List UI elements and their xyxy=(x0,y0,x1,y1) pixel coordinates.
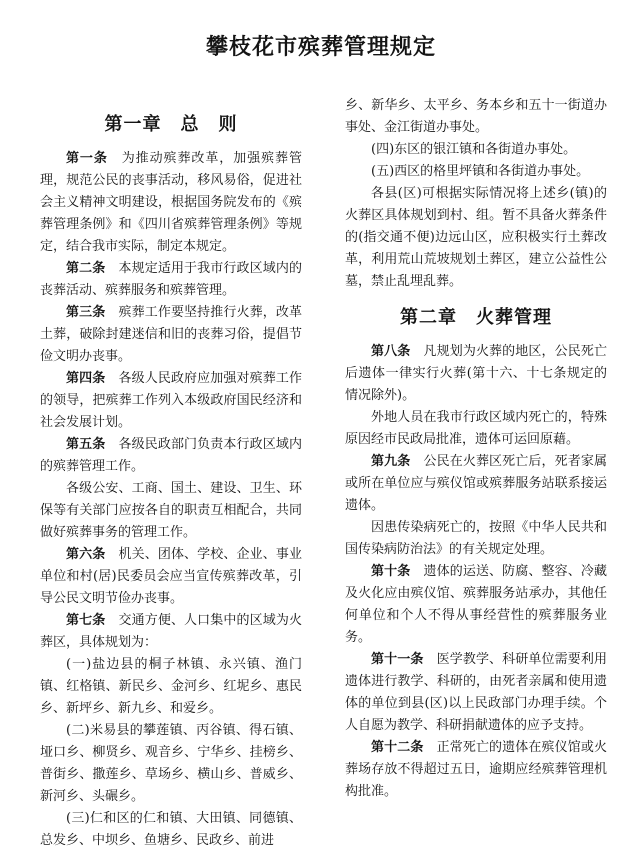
paragraph xyxy=(345,161,607,183)
article-label: 第七条 xyxy=(66,613,106,628)
paragraph-text: 为推动殡葬改革，加强殡葬管理，规范公民的丧事活动，移风易俗，促进社会主义精神文明建设，根据国务院发布的《殡葬管理条例》和《四川省殡葬管理条例》等规定，结合我市实际，制定本规定。 xyxy=(40,151,302,254)
paragraph-text: 遗体的运送、防腐、整容、冷藏及火化应由殡仪馆、殡葬服务站承办，其他任何单位和个人不得从事经营性的殡葬服务业务。 xyxy=(345,564,607,645)
article-paragraph xyxy=(40,544,302,610)
paragraph-text: 机关、团体、学校、企业、事业单位和村(居)民委员会应当宣传殡葬改革，引导公民文明节俭办丧事。 xyxy=(40,547,302,606)
chapter-1-heading: 第一章 总 则 xyxy=(104,114,238,135)
paragraph-text: 本规定适用于我市行政区域内的丧葬活动、殡葬服务和殡葬管理。 xyxy=(40,261,302,298)
paragraph-text: 外地人员在我市行政区域内死亡的，特殊原因经市民政局批准，遗体可运回原藉。 xyxy=(345,410,607,447)
paragraph xyxy=(40,478,302,544)
chapter-2-heading: 第二章 火葬管理 xyxy=(400,307,552,328)
left-column-body xyxy=(40,148,302,852)
article-label: 第六条 xyxy=(66,547,106,562)
article-label: 第十条 xyxy=(371,564,411,579)
article-label: 第十一条 xyxy=(371,652,424,667)
paragraph-text: 各级公安、工商、国土、建设、卫生、环保等有关部门应按各自的职责互相配合，共同做好殡葬事务的管理工作。 xyxy=(40,481,302,540)
article-paragraph xyxy=(345,451,607,517)
paragraph-text: 各级民政部门负责本行政区域内的殡葬管理工作。 xyxy=(40,437,302,474)
paragraph xyxy=(345,407,607,451)
article-label: 第一条 xyxy=(66,151,108,166)
paragraph-text: 公民在火葬区死亡后，死者家属或所在单位应与殡仪馆或殡葬服务站联系接运遗体。 xyxy=(345,454,607,513)
article-paragraph xyxy=(345,341,607,407)
article-paragraph xyxy=(345,737,607,803)
paragraph xyxy=(345,517,607,561)
paragraph xyxy=(345,139,607,161)
article-paragraph xyxy=(40,258,302,302)
paragraph-text: 凡规划为火葬的地区，公民死亡后遗体一律实行火葬(第十六、十七条规定的情况除外)。 xyxy=(345,344,607,403)
article-paragraph xyxy=(345,561,607,649)
article-label: 第二条 xyxy=(66,261,106,276)
paragraph-text: 医学教学、科研单位需要利用遗体进行教学、科研的，由死者亲属和使用遗体的单位到县(区)以上民政部门办理手续。个人自愿为教学、科研捐献遗体的应予支持。 xyxy=(345,652,607,733)
paragraph-text: (五)西区的格里坪镇和各街道办事处。 xyxy=(371,164,590,179)
paragraph xyxy=(40,808,302,852)
article-paragraph xyxy=(40,302,302,368)
paragraph xyxy=(40,654,302,720)
paragraph-text: 乡、新华乡、太平乡、务本乡和五十一街道办事处、金江街道办事处。 xyxy=(345,98,607,135)
left-column xyxy=(40,110,302,852)
right-column-top-body xyxy=(345,95,607,293)
paragraph-text: (二)米易县的攀莲镇、丙谷镇、得石镇、垭口乡、柳贤乡、观音乡、宁华乡、挂榜乡、普街乡、撒莲乡、草场乡、横山乡、普威乡、新河乡、头碾乡。 xyxy=(40,723,302,804)
article-paragraph xyxy=(345,649,607,737)
paragraph xyxy=(345,95,607,139)
article-label: 第五条 xyxy=(66,437,106,452)
paragraph xyxy=(345,183,607,293)
right-column xyxy=(345,95,607,803)
right-column-bottom-body xyxy=(345,341,607,803)
paragraph-text: 殡葬工作要坚持推行火葬，改革土葬，破除封建迷信和旧的丧葬习俗，提倡节俭文明办丧事。 xyxy=(40,305,302,364)
paragraph-text: (一)盐边县的桐子林镇、永兴镇、渔门镇、红格镇、新民乡、金河乡、红坭乡、惠民乡、新坪乡、新九乡、和爱乡。 xyxy=(40,657,302,716)
article-paragraph xyxy=(40,368,302,434)
article-paragraph xyxy=(40,434,302,478)
document-title: 攀枝花市殡葬管理规定 xyxy=(205,35,436,60)
article-label: 第四条 xyxy=(66,371,106,386)
paragraph-text: 交通方便、人口集中的区域为火葬区，具体规划为： xyxy=(40,613,302,650)
article-label: 第十二条 xyxy=(371,740,424,755)
paragraph-text: (三)仁和区的仁和镇、大田镇、同德镇、总发乡、中坝乡、鱼塘乡、民政乡、前进 xyxy=(40,811,302,848)
paragraph-text: 因患传染病死亡的，按照《中华人民共和国传染病防治法》的有关规定处理。 xyxy=(345,520,607,557)
article-paragraph xyxy=(40,148,302,258)
paragraph-text: 各级人民政府应加强对殡葬工作的领导，把殡葬工作列入本级政府国民经济和社会发展计划。 xyxy=(40,371,302,430)
article-paragraph xyxy=(40,610,302,654)
paragraph-text: (四)东区的银江镇和各街道办事处。 xyxy=(371,142,577,157)
paragraph-text: 正常死亡的遗体在殡仪馆或火葬场存放不得超过五日，逾期应经殡葬管理机构批准。 xyxy=(345,740,607,799)
article-label: 第八条 xyxy=(371,344,411,359)
paragraph-text: 各县(区)可根据实际情况将上述乡(镇)的火葬区具体规划到村、组。暂不具备火葬条件的(指交通不便)边远山区，应积极实行土葬改革，利用荒山荒坡规划土葬区，建立公益性公墓，禁止乱埋乱葬。 xyxy=(345,186,607,289)
article-label: 第三条 xyxy=(66,305,106,320)
article-label: 第九条 xyxy=(371,454,411,469)
paragraph xyxy=(40,720,302,808)
